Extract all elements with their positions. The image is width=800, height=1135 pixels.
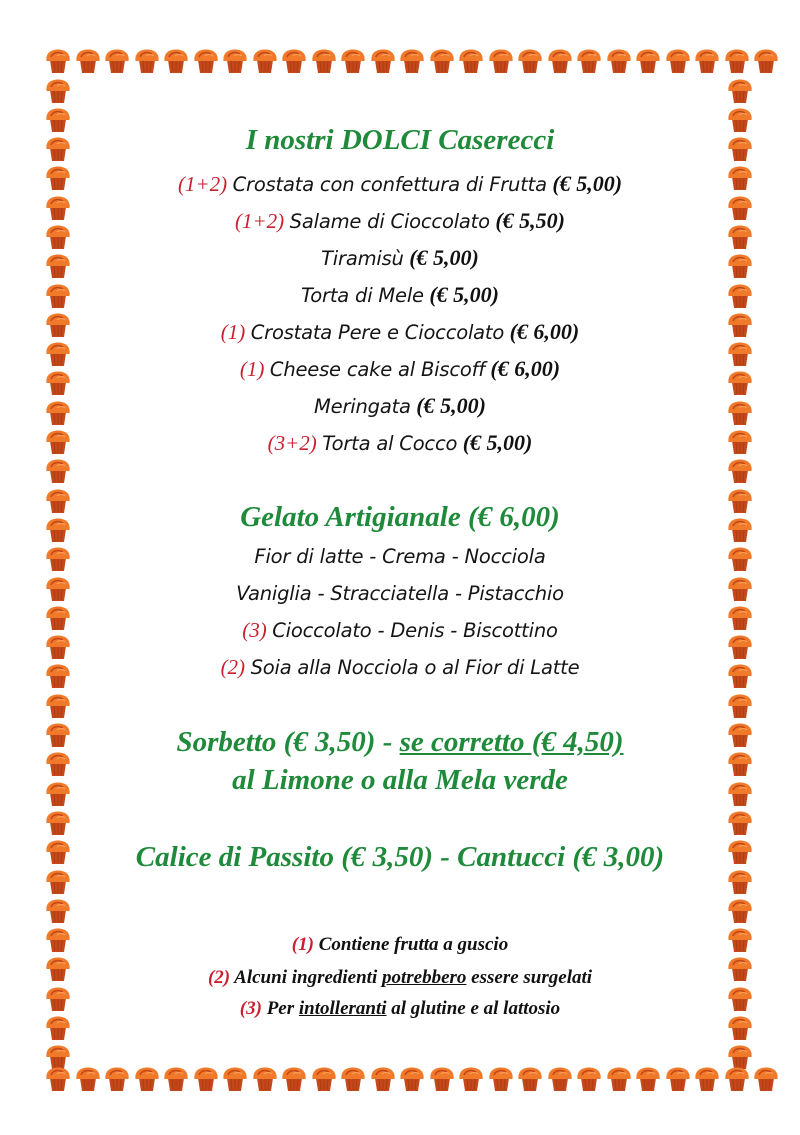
- dessert-item: [90, 281, 710, 310]
- muffin-icon: [727, 429, 753, 455]
- muffin-icon: [193, 1066, 219, 1092]
- muffin-icon: [727, 195, 753, 221]
- allergen-note: (3): [242, 618, 267, 642]
- muffin-icon: [45, 634, 71, 660]
- muffin-icon: [753, 48, 779, 74]
- muffin-icon: [134, 48, 160, 74]
- muffin-icon: [45, 898, 71, 924]
- muffin-icon: [45, 956, 71, 982]
- dessert-name: Salame di Cioccolato: [289, 210, 490, 233]
- muffin-icon: [429, 48, 455, 74]
- muffin-icon: [635, 1066, 661, 1092]
- dessert-price: (€ 5,50): [495, 208, 565, 233]
- muffin-icon: [45, 605, 71, 631]
- dessert-name: Torta di Mele: [300, 284, 424, 307]
- muffin-icon: [45, 458, 71, 484]
- muffin-icon: [75, 1066, 101, 1092]
- muffin-icon: [727, 956, 753, 982]
- dolci-title: I nostri DOLCI Caserecci: [245, 124, 555, 156]
- muffin-icon: [694, 48, 720, 74]
- muffin-icon: [724, 48, 750, 74]
- dessert-item: [90, 392, 710, 421]
- footnote-underlined: intolleranti: [298, 998, 387, 1019]
- muffin-icon: [45, 48, 71, 74]
- muffin-icon: [727, 898, 753, 924]
- muffin-icon: [45, 693, 71, 719]
- muffin-icon: [45, 751, 71, 777]
- dessert-price: (€ 5,00): [552, 171, 623, 196]
- muffin-icon: [753, 1066, 779, 1092]
- footnote: [90, 966, 710, 990]
- dessert-price: (€ 6,00): [509, 319, 580, 344]
- muffin-icon: [45, 370, 71, 396]
- muffin-icon: [727, 810, 753, 836]
- muffin-icon: [727, 107, 753, 133]
- muffin-icon: [222, 1066, 248, 1092]
- muffin-icon: [45, 546, 71, 572]
- muffin-icon: [547, 1066, 573, 1092]
- muffin-icon: [727, 576, 753, 602]
- footnote-marker: (3): [239, 998, 262, 1019]
- muffin-icon: [45, 283, 71, 309]
- footnote-text: Alcuni ingredienti: [234, 967, 382, 988]
- muffin-icon: [727, 78, 753, 104]
- muffin-icon: [311, 48, 337, 74]
- muffin-icon: [45, 165, 71, 191]
- muffin-icon: [45, 839, 71, 865]
- muffin-icon: [75, 48, 101, 74]
- muffin-icon: [488, 1066, 514, 1092]
- dessert-item: [90, 318, 710, 347]
- muffin-icon: [724, 1066, 750, 1092]
- muffin-border-right: [727, 78, 753, 1071]
- footnote-underlined: potrebbero: [381, 967, 467, 988]
- dessert-item: [90, 429, 710, 458]
- dessert-price: (€ 5,00): [409, 245, 479, 270]
- muffin-icon: [370, 48, 396, 74]
- allergen-note: (2): [220, 655, 246, 679]
- muffin-icon: [694, 1066, 720, 1092]
- muffin-border-top: [45, 48, 779, 74]
- muffin-icon: [727, 634, 753, 660]
- muffin-icon: [163, 1066, 189, 1092]
- muffin-icon: [665, 48, 691, 74]
- muffin-icon: [252, 48, 278, 74]
- muffin-icon: [727, 224, 753, 250]
- muffin-icon: [45, 810, 71, 836]
- muffin-icon: [45, 663, 71, 689]
- muffin-icon: [45, 722, 71, 748]
- muffin-icon: [399, 1066, 425, 1092]
- muffin-icon: [727, 370, 753, 396]
- muffin-icon: [727, 663, 753, 689]
- gelato-flavors: [90, 616, 710, 645]
- dessert-price: (€ 5,00): [462, 430, 533, 455]
- muffin-icon: [45, 78, 71, 104]
- gelato-flavor-line: Fior di latte - Crema - Nocciola: [254, 545, 546, 568]
- allergen-note: (1+2): [177, 172, 228, 196]
- muffin-icon: [222, 48, 248, 74]
- dessert-price: (€ 5,00): [416, 393, 486, 418]
- muffin-icon: [665, 1066, 691, 1092]
- dessert-item: [90, 170, 710, 199]
- footnote: [90, 997, 710, 1021]
- gelato-title: Gelato Artigianale (€ 6,00): [240, 501, 560, 533]
- muffin-icon: [727, 546, 753, 572]
- gelato-flavors: [90, 579, 710, 608]
- dessert-price: (€ 5,00): [429, 282, 500, 307]
- muffin-icon: [370, 1066, 396, 1092]
- muffin-icon: [45, 136, 71, 162]
- gelato-flavor-line: Soia alla Nocciola o al Fior di Latte: [250, 656, 580, 679]
- muffin-icon: [458, 48, 484, 74]
- muffin-icon: [576, 48, 602, 74]
- muffin-icon: [45, 781, 71, 807]
- muffin-icon: [727, 693, 753, 719]
- muffin-icon: [252, 1066, 278, 1092]
- muffin-icon: [163, 48, 189, 74]
- gelato-flavor-line: Vaniglia - Stracciatella - Pistacchio: [236, 582, 564, 605]
- dessert-item: [90, 244, 710, 273]
- footnote-text: Contiene frutta a guscio: [318, 934, 509, 955]
- muffin-icon: [547, 48, 573, 74]
- muffin-icon: [45, 576, 71, 602]
- muffin-icon: [45, 312, 71, 338]
- muffin-icon: [45, 224, 71, 250]
- muffin-icon: [727, 517, 753, 543]
- muffin-icon: [488, 48, 514, 74]
- allergen-note: (1): [220, 320, 246, 344]
- muffin-icon: [727, 722, 753, 748]
- muffin-icon: [45, 927, 71, 953]
- muffin-icon: [727, 839, 753, 865]
- muffin-icon: [727, 927, 753, 953]
- muffin-icon: [45, 488, 71, 514]
- allergen-note: (3+2): [267, 431, 317, 455]
- muffin-icon: [193, 48, 219, 74]
- muffin-icon: [399, 48, 425, 74]
- dessert-name: Meringata: [314, 395, 411, 418]
- muffin-icon: [429, 1066, 455, 1092]
- muffin-icon: [45, 429, 71, 455]
- allergen-note: (1+2): [235, 209, 285, 233]
- passito-cantucci-line: Calice di Passito (€ 3,50) - Cantucci (€ 3,00): [135, 841, 665, 873]
- dessert-name: Torta al Cocco: [322, 432, 458, 455]
- muffin-border-left: [45, 78, 71, 1071]
- gelato-flavor-line: Cioccolato - Denis - Biscottino: [272, 619, 558, 642]
- muffin-icon: [45, 869, 71, 895]
- footnote-marker: (1): [291, 934, 314, 955]
- footnote-marker: (2): [207, 967, 231, 988]
- muffin-icon: [281, 48, 307, 74]
- muffin-icon: [606, 1066, 632, 1092]
- footnote-text: Per: [266, 998, 299, 1019]
- dessert-name: Crostata Pere e Cioccolato: [250, 321, 505, 344]
- muffin-icon: [311, 1066, 337, 1092]
- muffin-icon: [45, 253, 71, 279]
- footnote: [90, 933, 710, 957]
- muffin-icon: [340, 48, 366, 74]
- muffin-icon: [727, 986, 753, 1012]
- muffin-icon: [45, 1015, 71, 1041]
- sorbetto-title: [90, 725, 710, 759]
- muffin-icon: [727, 605, 753, 631]
- muffin-icon: [635, 48, 661, 74]
- muffin-icon: [45, 986, 71, 1012]
- muffin-icon: [727, 341, 753, 367]
- dessert-name: Tiramisù: [321, 247, 404, 270]
- muffin-icon: [727, 458, 753, 484]
- muffin-icon: [340, 1066, 366, 1092]
- muffin-icon: [45, 1066, 71, 1092]
- dessert-name: Crostata con confettura di Frutta: [232, 173, 547, 196]
- muffin-border-bottom: [45, 1066, 779, 1092]
- muffin-icon: [727, 869, 753, 895]
- dessert-item: [90, 355, 710, 384]
- muffin-icon: [134, 1066, 160, 1092]
- gelato-flavors: [90, 542, 710, 571]
- muffin-icon: [727, 253, 753, 279]
- muffin-icon: [727, 283, 753, 309]
- sorbetto-price: Sorbetto (€ 3,50) -: [176, 726, 400, 758]
- muffin-icon: [727, 400, 753, 426]
- muffin-icon: [517, 48, 543, 74]
- dessert-price: (€ 6,00): [490, 356, 561, 381]
- sorbetto-corretto-price: se corretto (€ 4,50): [399, 726, 624, 758]
- muffin-icon: [458, 1066, 484, 1092]
- muffin-icon: [727, 488, 753, 514]
- muffin-icon: [727, 165, 753, 191]
- muffin-icon: [727, 751, 753, 777]
- muffin-icon: [104, 1066, 130, 1092]
- muffin-icon: [104, 48, 130, 74]
- dessert-name: Cheese cake al Biscoff: [269, 358, 485, 381]
- muffin-icon: [281, 1066, 307, 1092]
- muffin-icon: [45, 341, 71, 367]
- muffin-icon: [45, 400, 71, 426]
- gelato-flavors: [90, 653, 710, 682]
- muffin-icon: [45, 107, 71, 133]
- muffin-icon: [727, 312, 753, 338]
- sorbetto-flavors: al Limone o alla Mela verde: [232, 764, 568, 796]
- footnote-text-end: al glutine e al lattosio: [386, 998, 561, 1019]
- muffin-icon: [606, 48, 632, 74]
- muffin-icon: [517, 1066, 543, 1092]
- muffin-icon: [727, 781, 753, 807]
- muffin-icon: [45, 517, 71, 543]
- muffin-icon: [45, 195, 71, 221]
- muffin-icon: [727, 1015, 753, 1041]
- footnote-text-end: essere surgelati: [466, 967, 593, 988]
- allergen-note: (1): [239, 357, 265, 381]
- dessert-item: [90, 207, 710, 236]
- muffin-icon: [576, 1066, 602, 1092]
- muffin-icon: [727, 136, 753, 162]
